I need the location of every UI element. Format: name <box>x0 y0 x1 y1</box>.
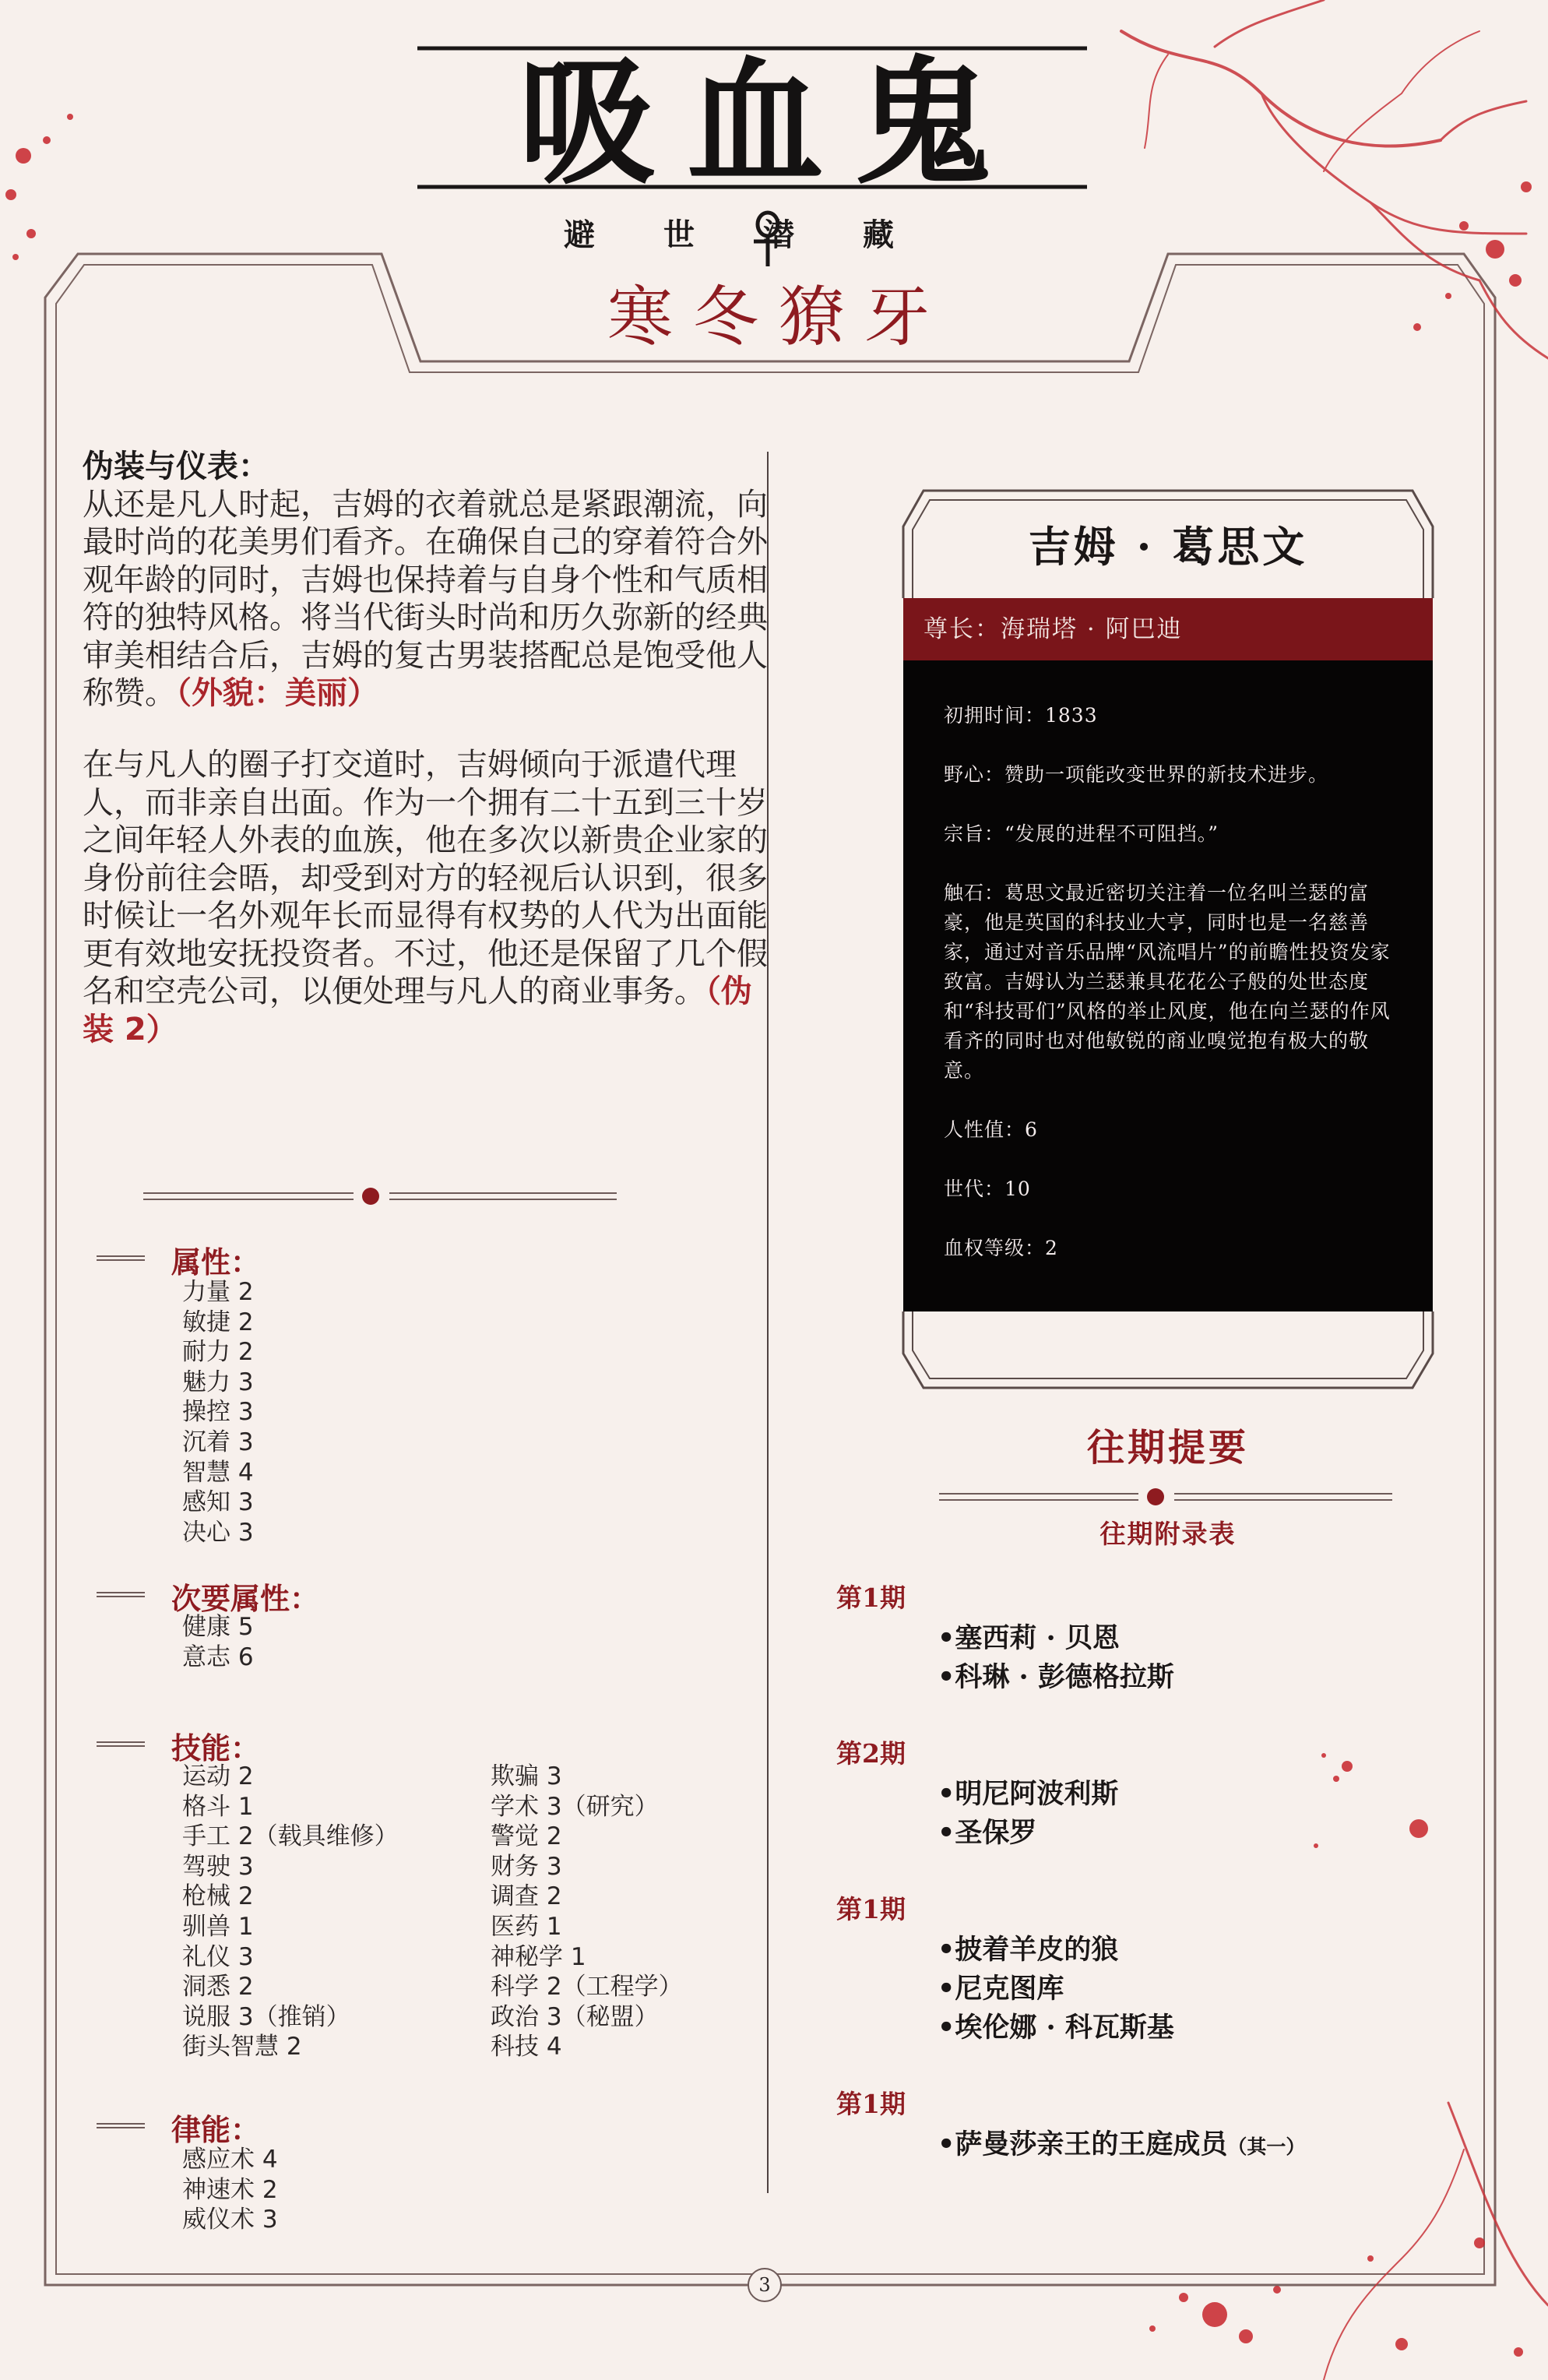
card-humanity: 人性值：6 <box>944 1118 1038 1141</box>
skill-item: 洞悉 2 <box>182 1973 254 2002</box>
attributes-title: 属性： <box>171 1245 261 1280</box>
attribute-item: 耐力 2 <box>182 1338 254 1367</box>
issue-title: 寒冬獠牙 <box>607 279 950 355</box>
recap-issue-item: •科琳 · 彭德格拉斯 <box>938 1661 1174 1693</box>
recap-issue-note: （其一） <box>1227 2135 1306 2158</box>
attribute-item: 力量 2 <box>182 1278 254 1306</box>
attribute-item: 敏捷 2 <box>182 1308 254 1336</box>
secondary-rule <box>97 1592 145 1597</box>
card-touchstone: 触石：葛思文最近密切关注着一位名叫兰瑟的富豪，他是英国的科技业大亨，同时也是一名慈善家，通过对音乐品牌“风流唱片”的前瞻性投资发家致富。吉姆认为兰瑟兼具花花公子般的处世态度和“科技哥们”风格的举止风度，他在向兰瑟的作风看齐的同时也对他敏锐的商业嗅觉抱有极大的敬意。 <box>944 882 1391 1082</box>
attribute-item: 智慧 4 <box>182 1458 254 1487</box>
skill-item: 枪械 2 <box>182 1882 254 1911</box>
card-frame-bottom <box>903 1311 1433 1388</box>
intro-tag-2: （伪装 2） <box>83 973 752 1047</box>
attribute-item: 魅力 3 <box>182 1368 254 1396</box>
card-stats-panel <box>903 660 1433 1311</box>
card-sire-banner: 尊长：海瑞塔 · 阿巴迪 <box>903 598 1433 660</box>
card-blood-potency: 血权等级：2 <box>944 1237 1058 1259</box>
attribute-item: 决心 3 <box>182 1518 254 1547</box>
skill-item: 礼仪 3 <box>182 1942 254 1971</box>
card-frame-bottom-inner <box>913 1311 1423 1378</box>
skill-item: 街头智慧 2 <box>182 2033 302 2061</box>
attribute-item: 沉着 3 <box>182 1428 254 1456</box>
recap-issue-item: •圣保罗 <box>938 1817 1037 1849</box>
secondary-title: 次要属性： <box>171 1581 320 1616</box>
recap-ornament <box>939 1488 1392 1505</box>
skills-rule <box>97 1741 145 1747</box>
skill-item: 警觉 2 <box>491 1822 562 1851</box>
skill-item: 科学 2（工程学） <box>491 1973 683 2002</box>
intro-paragraph-1 <box>83 448 768 713</box>
recap-subtitle: 往期附录表 <box>1099 1519 1237 1549</box>
skill-item: 驯兽 1 <box>182 1912 254 1941</box>
skill-item: 调查 2 <box>491 1882 562 1911</box>
secondary-item: 意志 6 <box>182 1642 254 1671</box>
card-embrace: 初拥时间：1833 <box>944 704 1098 727</box>
skill-item: 科技 4 <box>491 2033 562 2061</box>
discipline-item: 威仪术 3 <box>182 2206 278 2234</box>
recap-issue-item <box>938 2123 1305 2162</box>
intro-text-1: 从还是凡人时起，吉姆的衣着就总是紧跟潮流，向最时尚的花美男们看齐。在确保自己的穿着符合外观年龄的同时，吉姆也保持着与自身个性和气质相符的独特风格。将当代街头时尚和历久弥新的经典审美相结合后，吉姆的复古男装搭配总是饱受他人称赞。 <box>83 486 768 711</box>
attribute-item: 操控 3 <box>182 1398 254 1427</box>
card-character-name: 吉姆 · 葛思文 <box>1028 522 1308 572</box>
recap-issue-item: •披着羊皮的狼 <box>938 1934 1119 1966</box>
divider-ornament <box>143 1188 617 1205</box>
main-title: 吸血鬼 <box>518 42 1023 203</box>
disciplines-rule <box>97 2123 145 2128</box>
skill-item: 财务 3 <box>491 1852 562 1881</box>
discipline-item: 神速术 2 <box>182 2175 278 2204</box>
intro-heading: 伪装与仪表： <box>83 449 269 484</box>
intro-tag-1: （外貌：美丽） <box>176 675 378 711</box>
intro-text-2: 在与凡人的圈子打交道时，吉姆倾向于派遣代理人，而非亲自出面。作为一个拥有二十五到三十岁之间年轻人外表的血族，他在多次以新贵企业家的身份前往会晤，却受到对方的轻视后认识到，很多时候让一名外观年长而显得有权势的人代为出面能更有效地安抚投资者。不过，他还是保留了几个假名和空壳公司，以便处理与凡人的商业事务。 <box>83 747 768 1009</box>
skills-list-col2 <box>491 1762 683 2062</box>
skill-item: 欺骗 3 <box>491 1762 562 1790</box>
attribute-item: 感知 3 <box>182 1488 254 1517</box>
skill-item: 医药 1 <box>491 1912 562 1941</box>
attributes-list <box>182 1277 254 1547</box>
disciplines-list <box>182 2145 278 2235</box>
recap-issue-label: 第1期 <box>836 1583 906 1613</box>
discipline-item: 感应术 4 <box>182 2146 278 2174</box>
secondary-list <box>182 1612 254 1672</box>
skill-item: 驾驶 3 <box>182 1852 254 1881</box>
skill-item: 手工 2（载具维修） <box>182 1822 399 1851</box>
recap-issue-item: •塞西莉 · 贝恩 <box>938 1622 1120 1654</box>
skill-item: 格斗 1 <box>182 1792 254 1821</box>
recap-issue-item: •明尼阿波利斯 <box>938 1778 1119 1810</box>
card-ambition: 野心：赞助一项能改变世界的新技术进步。 <box>944 763 1329 786</box>
recap-issue-text: •萨曼莎亲王的王庭成员 <box>938 2128 1228 2160</box>
page-number: 3 <box>748 2268 782 2302</box>
intro-paragraph-2 <box>83 746 768 1048</box>
skill-item: 政治 3（秘盟） <box>491 2002 659 2031</box>
skills-title: 技能： <box>171 1730 261 1766</box>
card-conviction: 宗旨：“发展的进程不可阻挡。” <box>944 822 1219 845</box>
recap-title: 往期提要 <box>1086 1426 1249 1470</box>
skill-item: 运动 2 <box>182 1762 254 1790</box>
skill-item: 神秘学 1 <box>491 1942 586 1971</box>
skills-list-col1 <box>182 1762 399 2062</box>
attributes-rule <box>97 1255 145 1261</box>
disciplines-title: 律能： <box>171 2112 261 2147</box>
skill-item: 学术 3（研究） <box>491 1792 659 1821</box>
subtitle: 避世潜藏 <box>564 217 962 253</box>
recap-issue-label: 第2期 <box>836 1738 906 1769</box>
card-generation: 世代：10 <box>944 1178 1031 1200</box>
recap-issue-item: •尼克图库 <box>938 1973 1064 2005</box>
recap-issue-label: 第1期 <box>836 2089 906 2119</box>
secondary-item: 健康 5 <box>182 1613 254 1641</box>
recap-issue-item: •埃伦娜 · 科瓦斯基 <box>938 2012 1174 2044</box>
recap-issue-label: 第1期 <box>836 1894 906 1924</box>
skill-item: 说服 3（推销） <box>182 2002 350 2031</box>
